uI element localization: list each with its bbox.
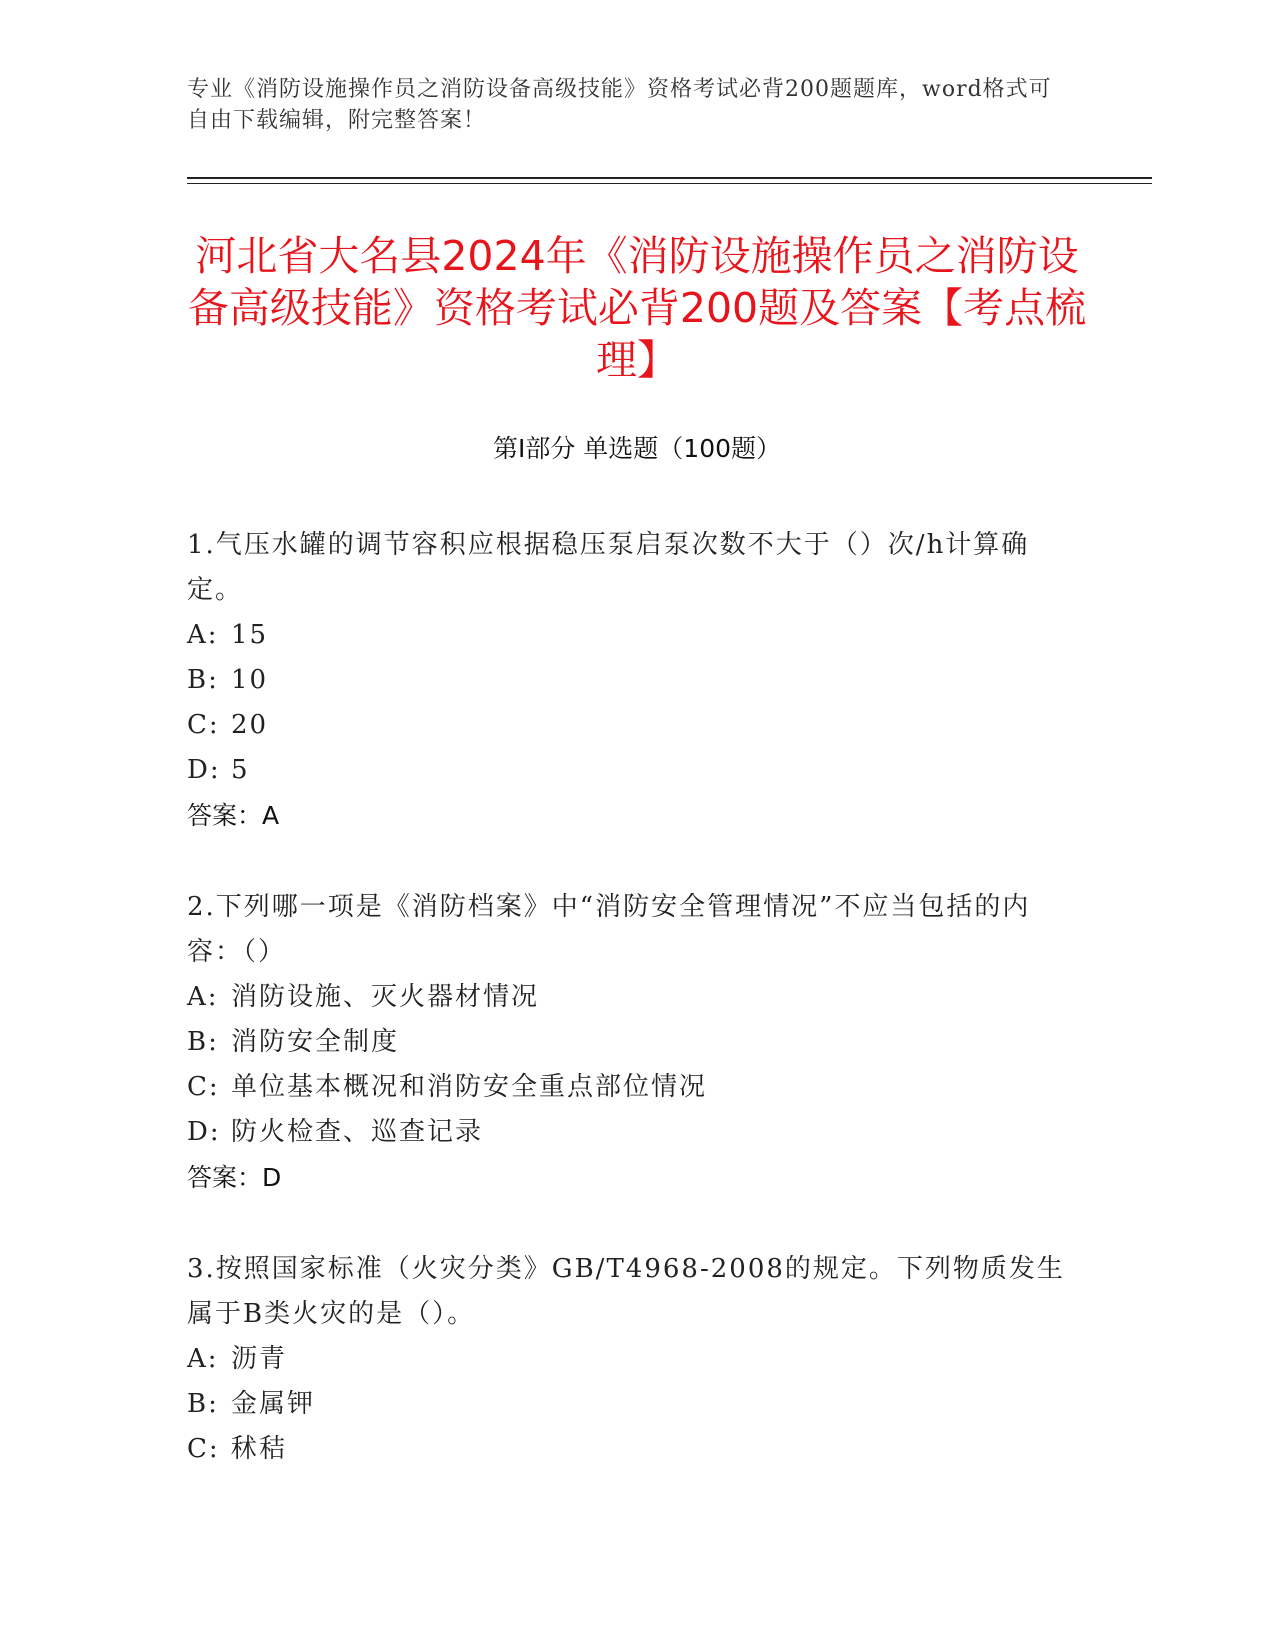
option-text: 沥青: [231, 1344, 288, 1374]
question-stem: 3.按照国家标准（火灾分类》GB/T4968-2008的规定。下列物质发生属于B类火灾的是（）。: [187, 1254, 1065, 1329]
option-key: C:: [187, 710, 220, 740]
header-rule-thick: [187, 177, 1152, 179]
option-key: A:: [187, 620, 219, 650]
option-key: B:: [187, 1027, 219, 1057]
question-1: [187, 523, 1067, 838]
answer: 答案：D: [187, 1163, 282, 1192]
option-text: 10: [231, 665, 269, 695]
option-key: B:: [187, 665, 219, 695]
option-b: [187, 658, 1067, 703]
option-text: 防火检查、巡查记录: [231, 1117, 484, 1147]
header-rule-thin: [187, 183, 1152, 184]
option-a: [187, 1337, 1067, 1382]
option-text: 秫秸: [231, 1434, 288, 1464]
option-text: 15: [231, 620, 269, 650]
option-key: B:: [187, 1389, 219, 1419]
option-c: [187, 1065, 1067, 1110]
question-2: [187, 885, 1067, 1200]
option-b: [187, 1020, 1067, 1065]
option-key: D:: [187, 755, 221, 785]
header-note: 专业《消防设施操作员之消防设备高级技能》资格考试必背200题题库，word格式可自由下载编辑，附完整答案！: [187, 77, 1052, 133]
option-text: 消防设施、灭火器材情况: [231, 982, 540, 1012]
option-text: 单位基本概况和消防安全重点部位情况: [231, 1072, 708, 1102]
option-a: [187, 975, 1067, 1020]
option-key: A:: [187, 982, 219, 1012]
section-heading: 第I部分 单选题（100题）: [492, 434, 782, 463]
question-stem: 2.下列哪一项是《消防档案》中“消防安全管理情况”不应当包括的内容：（）: [187, 892, 1031, 967]
option-text: 5: [231, 755, 250, 785]
option-key: D:: [187, 1117, 221, 1147]
option-b: [187, 1382, 1067, 1427]
option-text: 消防安全制度: [231, 1027, 400, 1057]
option-d: [187, 748, 1067, 793]
document-title: 河北省大名县2024年《消防设施操作员之消防设备高级技能》资格考试必背200题及答案【考点梳理】: [187, 232, 1087, 384]
question-stem: 1.气压水罐的调节容积应根据稳压泵启泵次数不大于（）次/h计算确定。: [187, 530, 1030, 605]
option-key: C:: [187, 1072, 220, 1102]
option-text: 20: [231, 710, 269, 740]
option-text: 金属钾: [231, 1389, 316, 1419]
answer: 答案：A: [187, 801, 280, 830]
question-3: [187, 1247, 1067, 1472]
option-key: C:: [187, 1434, 220, 1464]
option-a: [187, 613, 1067, 658]
option-key: A:: [187, 1344, 219, 1374]
option-c: [187, 703, 1067, 748]
option-c: [187, 1427, 1067, 1472]
option-d: [187, 1110, 1067, 1155]
